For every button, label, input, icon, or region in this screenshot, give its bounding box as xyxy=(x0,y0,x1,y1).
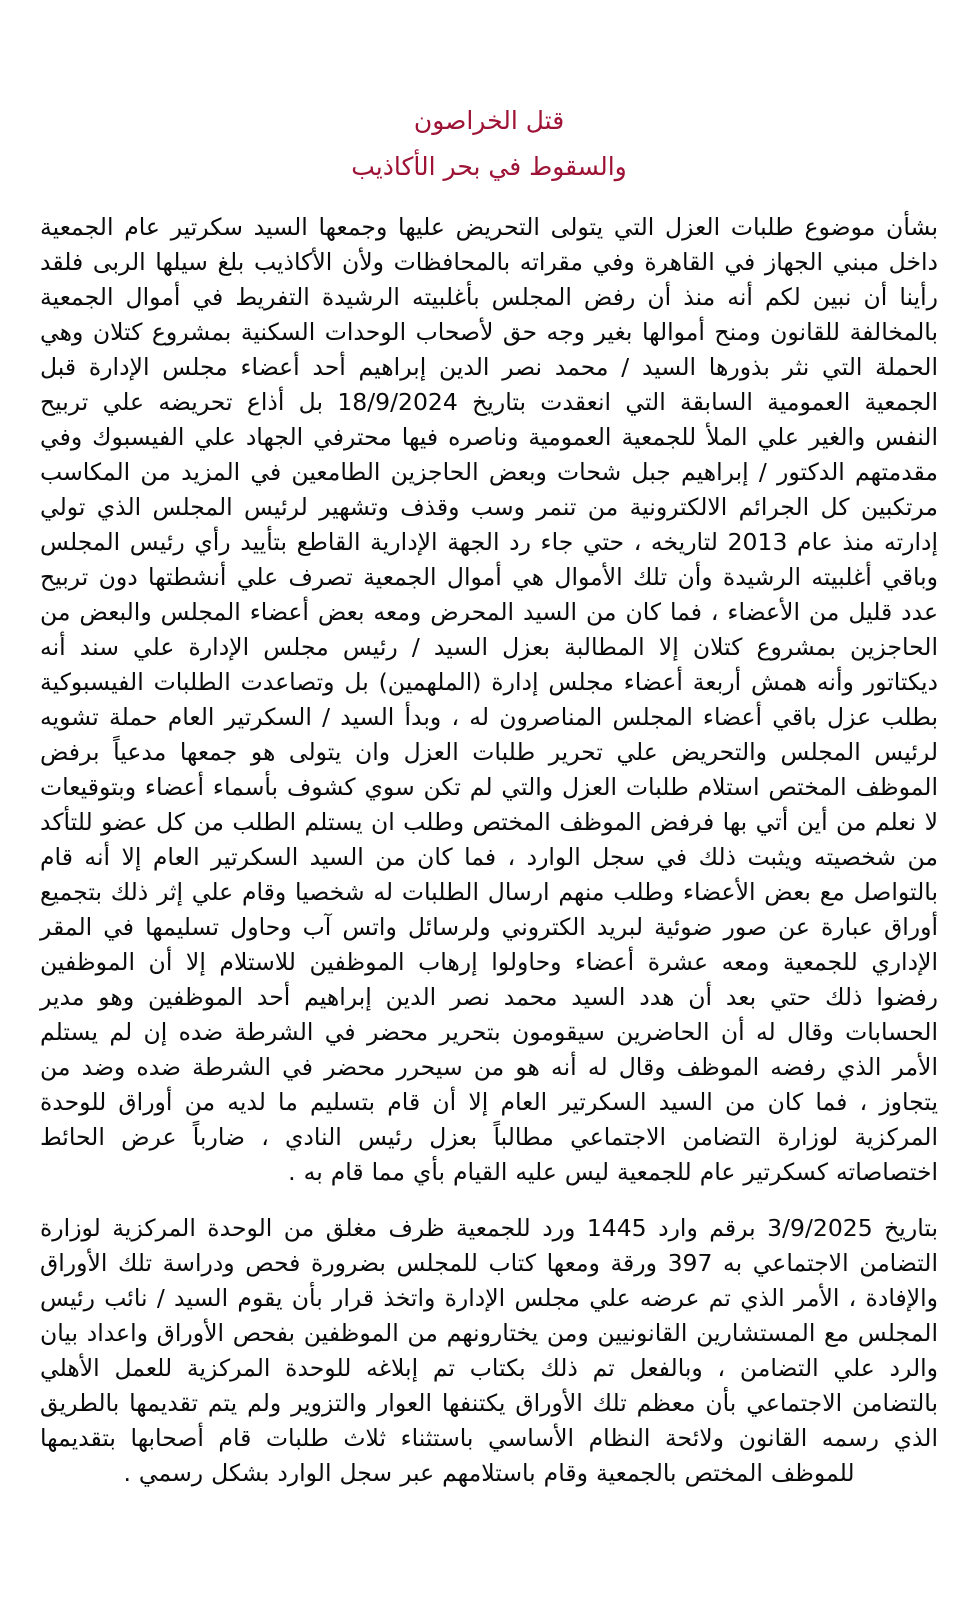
document-title-line-2: والسقوط في بحر الأكاذيب xyxy=(351,151,627,181)
document-body xyxy=(40,210,938,1491)
document-paragraph-2: بتاريخ 3/9/2025 برقم وارد 1445 ورد للجمعية ظرف مغلق من الوحدة المركزية لوزارة التضامن الاجتماعي به 397 ورقة ومعها كتاب للمجلس بضرورة فحص ودراسة تلك الأوراق والإفادة ، الأمر الذي تم عرضه علي مجلس الإدارة واتخذ قرار بأن يقوم السيد / نائب رئيس المجلس مع المستشارين القانونيين ومن يختارونهم من الموظفين بفحص الأوراق واعداد بيان والرد علي التضامن ، وبالفعل تم ذلك بكتاب تم إبلاغه للوحدة المركزية للعمل الأهلي بالتضامن الاجتماعي بأن معظم تلك الأوراق يكتنفها العوار والتزوير ولم يتم تقديمها بالطريق الذي رسمه القانون ولائحة النظام الأساسي باستثناء ثلاث طلبات قام أصحابها بتقديمها للموظف المختص بالجمعية وقام باستلامهم عبر سجل الوارد بشكل رسمي . xyxy=(40,1213,938,1487)
document-title-line-1: قتل الخراصون xyxy=(413,106,565,135)
document-title-block xyxy=(40,0,938,184)
document-paragraph-1: بشأن موضوع طلبات العزل التي يتولى التحريض عليها وجمعها السيد سكرتير عام الجمعية داخل مبني الجهاز في القاهرة وفي مقراته بالمحافظات ولأن الأكاذيب بلغ سيلها الربى فلقد رأينا أن نبين لكم أنه منذ أن رفض المجلس بأغلبيته الرشيدة التفريط في أموال الجمعية بالمخالفة للقانون ومنح أموالها بغير وجه حق لأصحاب الوحدات السكنية بمشروع كتلان وهي الحملة التي نثر بذورها السيد / محمد نصر الدين إبراهيم أحد أعضاء مجلس الإدارة قبل الجمعية العمومية السابقة التي انعقدت بتاريخ 18/9/2024 بل أذاع تحريضه علي تربيح النفس والغير علي الملأ للجمعية العمومية وناصره فيها محترفي الجهاد علي الفيسبوك وفي مقدمتهم الدكتور / إبراهيم جبل شحات وبعض الحاجزين الطامعين في المزيد من المكاسب مرتكبين كل الجرائم الالكترونية من تنمر وسب وقذف وتشهير لرئيس المجلس الذي تولي إدارته منذ عام 2013 لتاريخه ، حتي جاء رد الجهة الإدارية القاطع بتأييد رأي رئيس المجلس وباقي أغلبيته الرشيدة وأن تلك الأموال هي أموال الجمعية تصرف علي أنشطتها دون تربيح عدد قليل من الأعضاء ، فما كان من السيد المحرض ومعه بعض أعضاء المجلس والبعض من الحاجزين بمشروع كتلان إلا المطالبة بعزل السيد / رئيس مجلس الإدارة علي سند أنه ديكتاتور وأنه همش أربعة أعضاء مجلس إدارة (الملهمين) بل وتصاعدت الطلبات الفيسبوكية بطلب عزل باقي أعضاء المجلس المناصرون له ، وبدأ السيد / السكرتير العام حملة تشويه لرئيس المجلس والتحريض علي تحرير طلبات العزل وان يتولى هو جمعها مدعياً برفض الموظف المختص استلام طلبات العزل والتي لم تكن سوي كشوف بأسماء أعضاء وبتوقيعات لا نعلم من أين أتي بها فرفض الموظف المختص وطلب ان يستلم الطلب من كل عضو للتأكد من شخصيته ويثبت ذلك في سجل الوارد ، فما كان من السيد السكرتير العام إلا أنه قام بالتواصل مع بعض الأعضاء وطلب منهم ارسال الطلبات له شخصيا وقام علي إثر ذلك بتجميع أوراق عبارة عن صور ضوئية لبريد الكتروني ولرسائل واتس آب وحاول تسليمها في المقر الإداري للجمعية ومعه عشرة أعضاء وحاولوا إرهاب الموظفين للاستلام إلا أن الموظفين رفضوا ذلك حتي بعد أن هدد السيد محمد نصر الدين إبراهيم أحد الموظفين وهو مدير الحسابات وقال له أن الحاضرين سيقومون بتحرير محضر في الشرطة ضده إن لم يستلم الأمر الذي رفضه الموظف وقال له أنه هو من سيحرر محضر في الشرطة ضده وضد من يتجاوز ، فما كان من السيد السكرتير العام إلا أن قام بتسليم ما لديه من أوراق للوحدة المركزية لوزارة التضامن الاجتماعي مطالباً بعزل رئيس النادي ، ضارباً عرض الحائط اختصاصاته كسكرتير عام للجمعية ليس عليه القيام بأي مما قام به . xyxy=(40,212,939,1186)
